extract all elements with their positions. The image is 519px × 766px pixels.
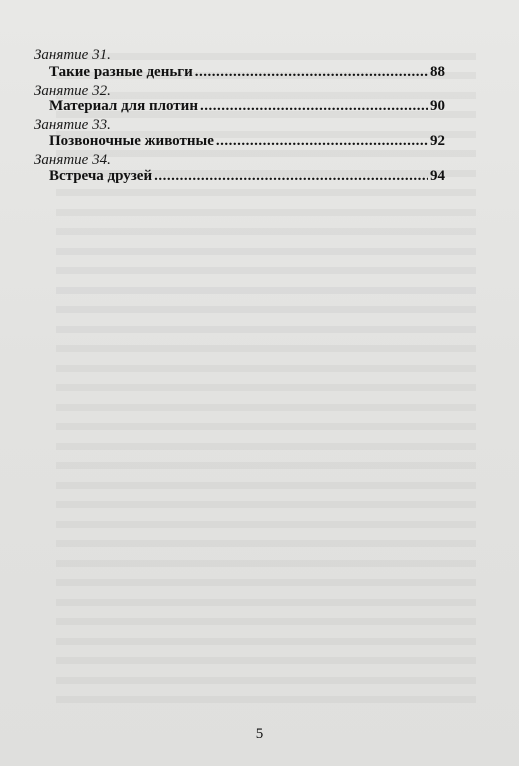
toc-leader-dots [154,167,428,185]
toc-leader-dots [195,63,428,81]
toc-entry [49,132,445,150]
toc-entry-page: 92 [430,133,445,149]
toc-entry-page: 88 [430,64,445,80]
toc-lesson-label: Занятие 31. [34,47,111,63]
toc-entry [49,63,445,81]
toc-leader-dots [216,132,428,150]
page-number: 5 [255,726,264,742]
toc-entry-page: 94 [430,168,445,184]
toc-entry-title: Такие разные деньги [49,64,193,80]
toc-entry-title: Позвоночные животные [49,133,214,149]
toc-leader-dots [200,97,428,115]
toc-entry-page: 90 [430,98,445,114]
toc-entry-title: Встреча друзей [49,168,153,184]
toc-lesson-label: Занятие 32. [34,83,111,99]
toc-entry [49,97,445,115]
toc-entry-title: Материал для плотин [49,98,198,114]
toc-lesson-label: Занятие 33. [34,117,111,133]
toc-entry [49,167,445,185]
toc-lesson-label: Занятие 34. [34,152,111,168]
